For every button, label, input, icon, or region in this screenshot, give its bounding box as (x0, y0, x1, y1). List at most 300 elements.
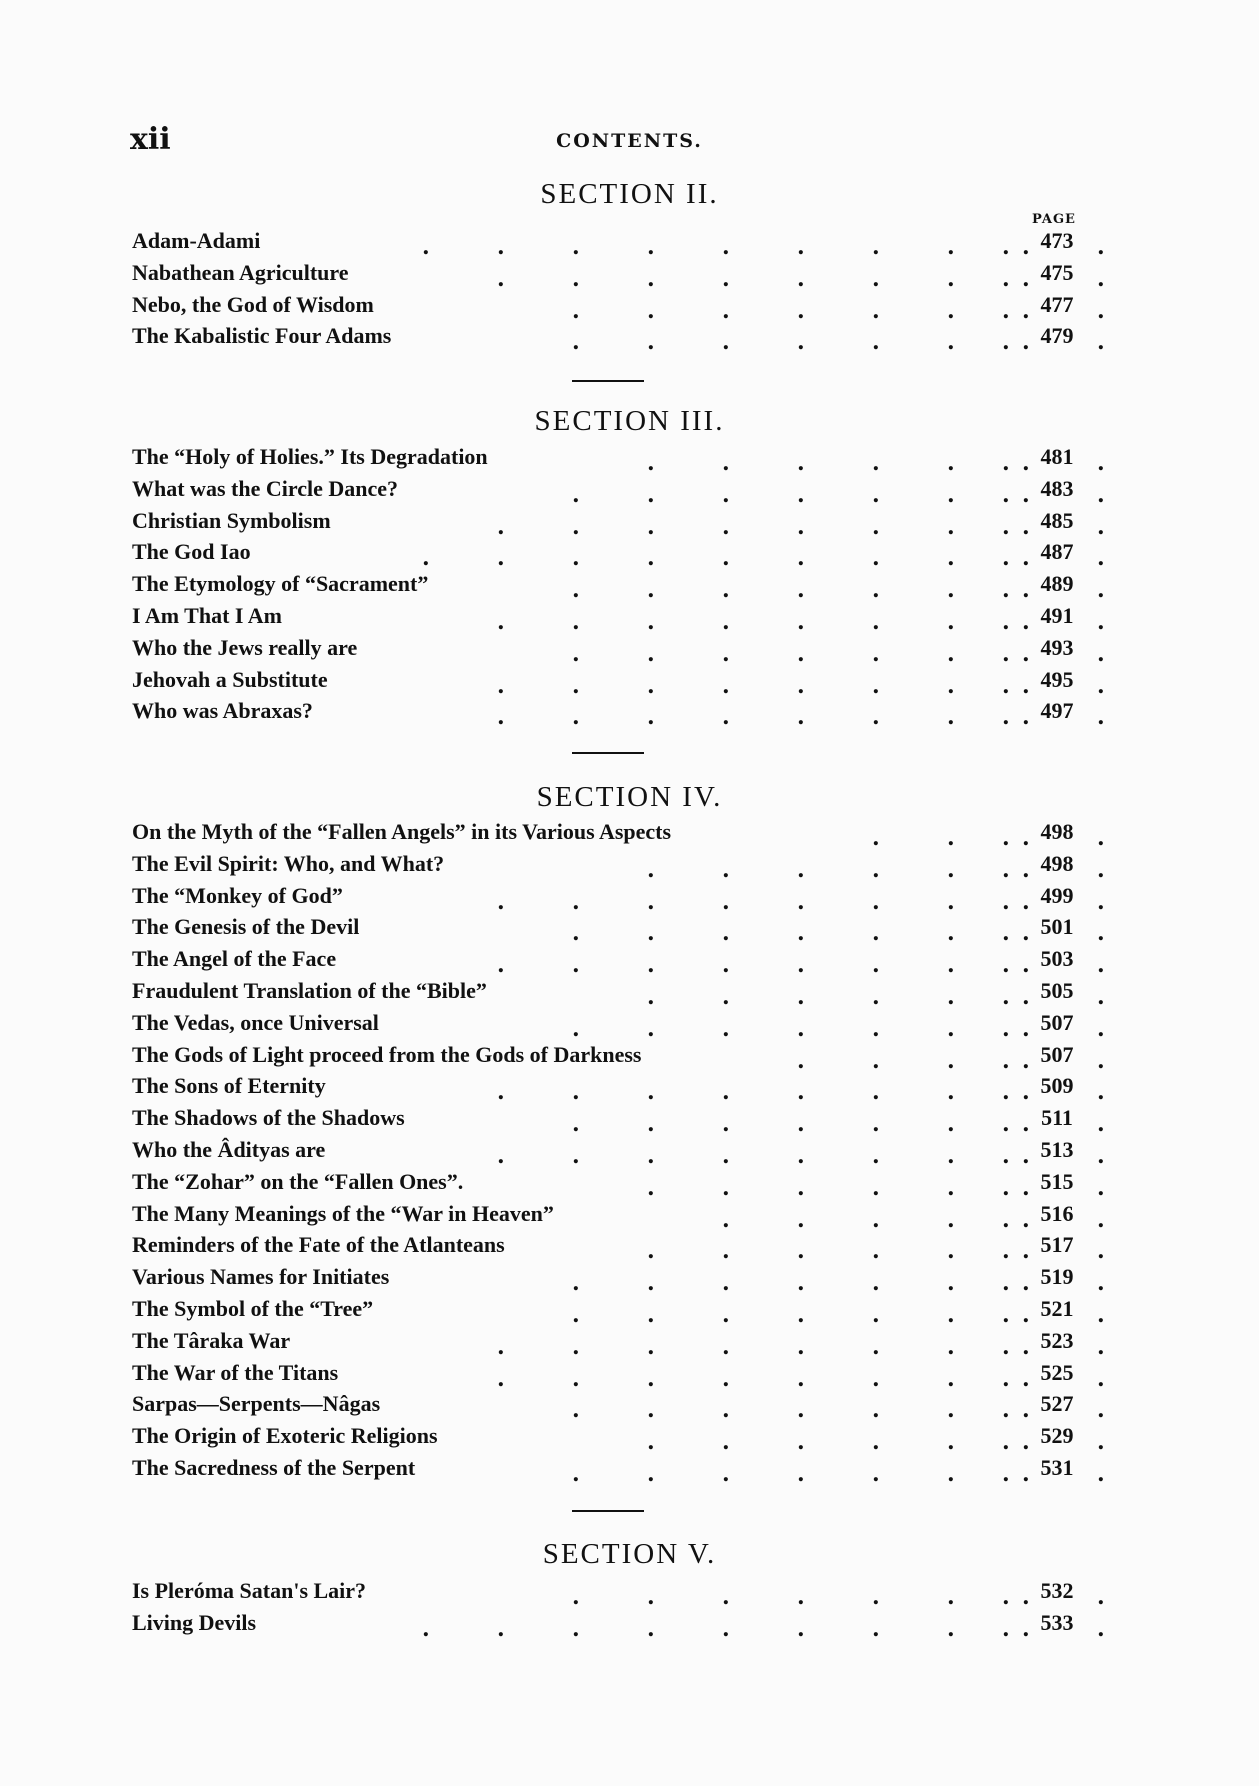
toc-entry[interactable] (132, 819, 1105, 851)
leader-dot: . (572, 704, 580, 731)
leader-dot: . (797, 1461, 805, 1487)
toc-entry[interactable] (132, 259, 1105, 292)
leader-dot: . (1097, 450, 1105, 476)
leader-dot: . (647, 234, 655, 260)
leader-dot: . (722, 888, 730, 915)
leader-dot: . (1022, 1079, 1030, 1106)
leader-dot: . (797, 1015, 805, 1042)
entry-page-number: 523 (1040, 1327, 1074, 1353)
leader-dot: . (1002, 1461, 1010, 1487)
leader-dot: . (722, 609, 730, 635)
leader-dot: . (947, 1079, 955, 1106)
leader-dot: . (647, 1270, 655, 1297)
leader-dot: . (647, 1461, 655, 1487)
leader-dot: . (722, 1429, 730, 1456)
entry-page-number: 533 (1040, 1609, 1074, 1635)
entry-page-number: 513 (1040, 1137, 1074, 1162)
leader-dot: . (1002, 856, 1010, 883)
leader-dot: . (1097, 481, 1105, 508)
leader-dot: . (497, 1365, 505, 1392)
toc-entry[interactable] (132, 1359, 1105, 1392)
entry-page-number: 525 (1040, 1359, 1074, 1385)
entry-title: The Kabalistic Four Adams (132, 323, 392, 349)
leader-dot: . (797, 1615, 805, 1642)
entry-title: The “Zohar” on the “Fallen Ones”. (132, 1168, 464, 1194)
leader-dot: . (797, 329, 805, 356)
leader-dot: . (872, 1333, 880, 1360)
leader-dot: . (947, 1365, 955, 1392)
leader-dot: . (572, 265, 580, 292)
entry-page-number: 499 (1040, 882, 1074, 908)
leader-dot: . (1002, 329, 1010, 356)
entry-page-number: 532 (1040, 1578, 1074, 1603)
leader-dot: . (872, 1174, 880, 1201)
leader-dot: . (722, 1111, 730, 1138)
leader-dot: . (572, 234, 580, 260)
leader-dot: . (1022, 1015, 1030, 1042)
leader-dot: . (647, 1079, 655, 1106)
entry-page-number: 515 (1040, 1168, 1074, 1194)
entry-title: I Am That I Am (132, 603, 282, 628)
leader-dot: . (647, 1615, 655, 1642)
entry-page-number: 487 (1040, 539, 1074, 565)
leader-dot: . (1097, 1270, 1105, 1297)
page-folio: xii (130, 122, 171, 157)
leader-dot: . (572, 1302, 580, 1328)
leader-dot: . (947, 888, 955, 915)
leader-dot: . (947, 1047, 955, 1074)
leader-dot: . (1097, 1584, 1105, 1610)
leader-dot: . (722, 1143, 730, 1169)
leader-dot: . (1002, 1079, 1010, 1106)
leader-dot: . (872, 481, 880, 508)
leader-dot: . (1002, 825, 1010, 851)
leader-dot: . (1022, 329, 1030, 356)
leader-dot: . (797, 481, 805, 508)
leader-dot: . (647, 265, 655, 292)
section-divider (572, 380, 644, 382)
toc-entry[interactable] (132, 1578, 1105, 1610)
entry-page-number: 527 (1040, 1391, 1074, 1417)
toc-entry[interactable] (132, 323, 1105, 356)
leader-dot: . (572, 609, 580, 635)
leader-dot: . (797, 1047, 805, 1074)
leader-dot: . (497, 1333, 505, 1360)
toc-entry[interactable] (132, 1105, 1105, 1138)
leader-dot: . (647, 952, 655, 979)
leader-dot: . (572, 545, 580, 572)
leader-dot: . (572, 920, 580, 947)
leader-dot: . (572, 1079, 580, 1106)
leader-dot: . (1022, 640, 1030, 667)
leader-dot: . (722, 450, 730, 476)
toc-entry[interactable] (132, 914, 1105, 947)
leader-dot: . (647, 1143, 655, 1169)
toc-entry[interactable] (132, 978, 1105, 1010)
leader-dot: . (1002, 984, 1010, 1010)
leader-dot: . (647, 450, 655, 476)
leader-dot: . (872, 513, 880, 540)
leader-dot: . (872, 825, 880, 851)
leader-dot: . (1002, 265, 1010, 292)
toc-entry[interactable] (132, 1168, 1105, 1201)
leader-dot: . (497, 952, 505, 979)
entry-title: Adam-Adami (132, 228, 261, 253)
leader-dot: . (947, 825, 955, 851)
leader-dot: . (797, 984, 805, 1010)
section-divider (572, 1510, 644, 1512)
toc-entry[interactable] (132, 1200, 1105, 1233)
leader-dot: . (722, 481, 730, 508)
leader-dot: . (872, 1615, 880, 1642)
entry-title: The Gods of Light proceed from the Gods of Darkness (132, 1041, 642, 1067)
leader-dot: . (797, 265, 805, 292)
leader-dot: . (647, 329, 655, 356)
entry-page-number: 511 (1041, 1105, 1073, 1131)
entry-title: Christian Symbolism (132, 507, 331, 533)
page-header (0, 122, 1259, 162)
leader-dot: . (572, 481, 580, 508)
leader-dot: . (572, 1143, 580, 1169)
leader-dot: . (1022, 450, 1030, 476)
toc-entry[interactable] (132, 946, 1105, 979)
leader-dot: . (1022, 952, 1030, 979)
entry-page-number: 475 (1040, 259, 1074, 285)
toc-entry[interactable] (132, 1009, 1105, 1042)
entry-page-number: 477 (1040, 291, 1074, 317)
leader-dot: . (722, 1079, 730, 1106)
leader-dot: . (947, 1206, 955, 1233)
leader-dot: . (797, 1111, 805, 1138)
leader-dot: . (797, 609, 805, 635)
toc-entry[interactable] (132, 228, 1105, 260)
toc-entry[interactable] (132, 1232, 1105, 1265)
leader-dot: . (647, 1015, 655, 1042)
entry-title: On the Myth of the “Fallen Angels” in its Various Aspects (132, 819, 672, 844)
toc-entry[interactable] (132, 1609, 1105, 1642)
leader-dot: . (722, 1174, 730, 1201)
toc-entry[interactable] (132, 1041, 1105, 1074)
leader-dot: . (1022, 1174, 1030, 1201)
leader-dot: . (872, 265, 880, 292)
leader-dot: . (797, 1333, 805, 1360)
leader-dot: . (1097, 984, 1105, 1010)
leader-dot: . (1022, 1397, 1030, 1424)
leader-dot: . (647, 1429, 655, 1456)
toc-entry[interactable] (132, 1296, 1105, 1328)
entry-page-number: 491 (1040, 603, 1074, 628)
leader-dot: . (647, 920, 655, 947)
leader-dot: . (647, 640, 655, 667)
entry-title: The “Holy of Holies.” Its Degradation (132, 444, 488, 469)
leader-dot: . (947, 450, 955, 476)
leader-dot: . (947, 577, 955, 604)
leader-dot: . (797, 1238, 805, 1265)
leader-dot: . (1022, 1238, 1030, 1265)
leader-dot: . (1002, 1206, 1010, 1233)
entry-title: The Many Meanings of the “War in Heaven” (132, 1200, 554, 1226)
leader-dot: . (872, 1015, 880, 1042)
leader-dot: . (1022, 1365, 1030, 1392)
leader-dot: . (1022, 577, 1030, 604)
entry-title: The God Iao (132, 539, 251, 565)
entry-page-number: 507 (1040, 1041, 1074, 1067)
toc-entry[interactable] (132, 1327, 1105, 1360)
leader-dot: . (1002, 1015, 1010, 1042)
leader-dot: . (1022, 1429, 1030, 1456)
leader-dot: . (1097, 672, 1105, 699)
leader-dot: . (1002, 450, 1010, 476)
entry-title: The “Monkey of God” (132, 882, 343, 908)
leader-dot: . (1097, 1615, 1105, 1642)
entry-page-number: 483 (1040, 475, 1074, 501)
entry-title: The Symbol of the “Tree” (132, 1296, 374, 1321)
leader-dot: . (1002, 888, 1010, 915)
leader-dot: . (872, 856, 880, 883)
leader-dot: . (947, 1429, 955, 1456)
entry-title: Fraudulent Translation of the “Bible” (132, 978, 487, 1003)
entry-page-number: 495 (1040, 666, 1074, 692)
leader-dot: . (1002, 1174, 1010, 1201)
leader-dot: . (572, 1397, 580, 1424)
leader-dot: . (1022, 1461, 1030, 1487)
leader-dot: . (1002, 481, 1010, 508)
entry-title: Reminders of the Fate of the Atlanteans (132, 1232, 505, 1258)
leader-dot: . (1097, 825, 1105, 851)
toc-entry[interactable] (132, 666, 1105, 699)
leader-dot: . (947, 1143, 955, 1169)
leader-dot: . (722, 234, 730, 260)
leader-dot: . (1097, 265, 1105, 292)
leader-dot: . (722, 984, 730, 1010)
leader-dot: . (1097, 1174, 1105, 1201)
leader-dot: . (872, 1365, 880, 1392)
leader-dot: . (872, 297, 880, 324)
leader-dot: . (647, 1302, 655, 1328)
leader-dot: . (647, 481, 655, 508)
leader-dot: . (1022, 545, 1030, 572)
leader-dot: . (497, 609, 505, 635)
leader-dot: . (572, 513, 580, 540)
toc-entry[interactable] (132, 1455, 1105, 1487)
leader-dot: . (572, 1584, 580, 1610)
leader-dot: . (1097, 1238, 1105, 1265)
leader-dot: . (1022, 297, 1030, 324)
leader-dot: . (947, 984, 955, 1010)
leader-dot: . (1022, 265, 1030, 292)
entry-page-number: 481 (1040, 444, 1074, 469)
leader-dot: . (872, 1206, 880, 1233)
leader-dot: . (1002, 234, 1010, 260)
leader-dot: . (872, 1584, 880, 1610)
leader-dot: . (647, 1584, 655, 1610)
toc-entry[interactable] (132, 1423, 1105, 1456)
section-title: SECTION IV. (536, 781, 723, 813)
leader-dot: . (572, 888, 580, 915)
leader-dot: . (1002, 577, 1010, 604)
leader-dot: . (1002, 1111, 1010, 1138)
leader-dot: . (1097, 1015, 1105, 1042)
leader-dot: . (1022, 1584, 1030, 1610)
toc-entry[interactable] (132, 571, 1105, 604)
toc-entry[interactable] (132, 444, 1105, 476)
leader-dot: . (1097, 888, 1105, 915)
toc-entry[interactable] (132, 634, 1105, 667)
leader-dot: . (797, 577, 805, 604)
entry-page-number: 531 (1040, 1455, 1074, 1480)
leader-dot: . (1097, 952, 1105, 979)
toc-entry[interactable] (132, 850, 1105, 883)
leader-dot: . (947, 1397, 955, 1424)
entry-page-number: 498 (1040, 850, 1074, 876)
leader-dot: . (572, 1365, 580, 1392)
leader-dot: . (572, 329, 580, 356)
leader-dot: . (872, 984, 880, 1010)
leader-dot: . (1002, 704, 1010, 731)
leader-dot: . (1097, 1461, 1105, 1487)
leader-dot: . (1097, 609, 1105, 635)
leader-dot: . (647, 1333, 655, 1360)
leader-dot: . (872, 450, 880, 476)
leader-dot: . (872, 1397, 880, 1424)
leader-dot: . (872, 1429, 880, 1456)
leader-dot: . (872, 1461, 880, 1487)
leader-dot: . (1097, 545, 1105, 572)
toc-entry[interactable] (132, 291, 1105, 324)
leader-dot: . (947, 1015, 955, 1042)
leader-dot: . (497, 1143, 505, 1169)
toc-entry[interactable] (132, 1264, 1105, 1297)
leader-dot: . (497, 672, 505, 699)
entry-title: The Vedas, once Universal (132, 1009, 379, 1035)
leader-dot: . (797, 640, 805, 667)
leader-dot: . (497, 513, 505, 540)
leader-dot: . (722, 545, 730, 572)
leader-dot: . (1097, 920, 1105, 947)
leader-dot: . (947, 1238, 955, 1265)
leader-dot: . (722, 577, 730, 604)
leader-dot: . (647, 545, 655, 572)
entry-page-number: 517 (1040, 1232, 1074, 1258)
leader-dot: . (1097, 1302, 1105, 1328)
leader-dot: . (722, 1584, 730, 1610)
leader-dot: . (1097, 1079, 1105, 1106)
leader-dot: . (572, 952, 580, 979)
leader-dot: . (797, 1302, 805, 1328)
leader-dot: . (1097, 1429, 1105, 1456)
leader-dot: . (797, 297, 805, 324)
leader-dot: . (497, 1079, 505, 1106)
leader-dot: . (722, 1206, 730, 1233)
leader-dot: . (872, 1302, 880, 1328)
leader-dot: . (1022, 1615, 1030, 1642)
leader-dot: . (497, 545, 505, 572)
leader-dot: . (947, 640, 955, 667)
entry-title: The Sacredness of the Serpent (132, 1455, 416, 1480)
toc-entry[interactable] (132, 539, 1105, 572)
leader-dot: . (797, 1365, 805, 1392)
entry-title: The Sons of Eternity (132, 1073, 326, 1099)
leader-dot: . (722, 265, 730, 292)
leader-dot: . (797, 1270, 805, 1297)
toc-entry[interactable] (132, 603, 1105, 635)
leader-dot: . (947, 265, 955, 292)
toc-entry[interactable] (132, 1137, 1105, 1169)
toc-entry[interactable] (132, 507, 1105, 540)
leader-dot: . (797, 856, 805, 883)
leader-dot: . (722, 920, 730, 947)
leader-dot: . (1022, 856, 1030, 883)
leader-dot: . (797, 545, 805, 572)
leader-dot: . (947, 920, 955, 947)
entry-title: Who the Âdityas are (132, 1137, 326, 1162)
page-column-label: PAGE (1032, 212, 1076, 227)
entry-title: The Târaka War (132, 1327, 291, 1353)
leader-dot: . (797, 952, 805, 979)
leader-dot: . (947, 1111, 955, 1138)
leader-dot: . (872, 1238, 880, 1265)
section-divider (572, 752, 644, 754)
leader-dot: . (1097, 577, 1105, 604)
leader-dot: . (722, 1461, 730, 1487)
entry-title: Nabathean Agriculture (132, 259, 349, 285)
leader-dot: . (1002, 297, 1010, 324)
leader-dot: . (947, 672, 955, 699)
leader-dot: . (647, 1174, 655, 1201)
leader-dot: . (872, 1143, 880, 1169)
leader-dot: . (947, 1461, 955, 1487)
leader-dot: . (947, 513, 955, 540)
entry-title: The War of the Titans (132, 1359, 339, 1385)
leader-dot: . (722, 297, 730, 324)
leader-dot: . (572, 1270, 580, 1297)
leader-dot: . (1002, 609, 1010, 635)
leader-dot: . (647, 513, 655, 540)
leader-dot: . (572, 640, 580, 667)
leader-dot: . (1097, 1206, 1105, 1233)
leader-dot: . (872, 888, 880, 915)
leader-dot: . (1002, 545, 1010, 572)
leader-dot: . (1022, 1302, 1030, 1328)
leader-dot: . (572, 672, 580, 699)
entry-title: The Etymology of “Sacrament” (132, 571, 429, 597)
leader-dot: . (647, 704, 655, 731)
leader-dot: . (1022, 609, 1030, 635)
toc-entry[interactable] (132, 698, 1105, 731)
leader-dot: . (947, 1302, 955, 1328)
leader-dot: . (797, 920, 805, 947)
entry-page-number: 497 (1040, 698, 1074, 724)
leader-dot: . (422, 545, 430, 572)
leader-dot: . (797, 1206, 805, 1233)
toc-entry[interactable] (132, 882, 1105, 915)
leader-dot: . (872, 609, 880, 635)
toc-entry[interactable] (132, 1073, 1105, 1106)
toc-entry[interactable] (132, 1391, 1105, 1424)
leader-dot: . (1022, 1143, 1030, 1169)
leader-dot: . (722, 1615, 730, 1642)
leader-dot: . (1002, 1615, 1010, 1642)
leader-dot: . (647, 1238, 655, 1265)
leader-dot: . (722, 856, 730, 883)
leader-dot: . (572, 1615, 580, 1642)
entry-title: Various Names for Initiates (132, 1264, 390, 1290)
leader-dot: . (872, 234, 880, 260)
toc-entry[interactable] (132, 475, 1105, 508)
leader-dot: . (722, 1365, 730, 1392)
leader-dot: . (872, 920, 880, 947)
leader-dot: . (947, 856, 955, 883)
